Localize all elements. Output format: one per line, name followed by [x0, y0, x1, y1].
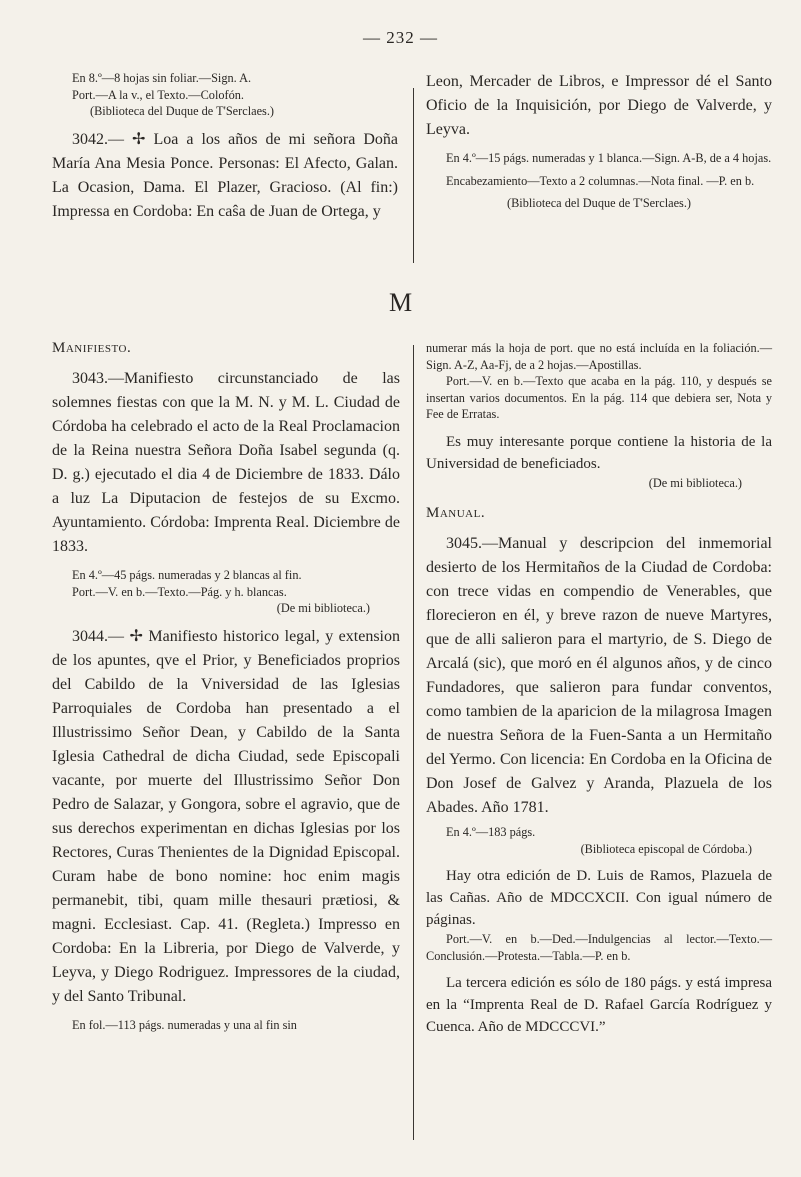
entry-3042-continued: Leon, Mercader de Libros, e Impressor dé el Santo Oficio de la Inquisición, por Diego de Valverde, y Leyva. [426, 73, 772, 138]
note-line: Port.—A la v., el Texto.—Colofón. [72, 87, 244, 102]
note-line: Encabezamiento—Texto a 2 columnas.—Nota final. —P. en b. [446, 173, 755, 188]
column-divider-top [413, 88, 414, 263]
note-line: En 4.º—45 págs. numeradas y 2 blancas al fin. [72, 568, 302, 582]
section-heading-manifiesto: Manifiesto. [52, 340, 132, 356]
source-note: (Biblioteca del Duque de T'Serclaes.) [507, 196, 691, 210]
source-note: (De mi biblioteca.) [648, 475, 742, 490]
entry-3045: 3045.—Manual y descripcion del inmemorial desierto de los Hermitaños de la Ciudad de Cordoba: con trece vidas en compendio de Venerables, que florecieron en él, y breve razon de nueve Martyres, que de alli salieron para el martyrio, de S. Diego de Arcalá (sic), que moró en él algunos años, y de cinco Fundadores, que salieron para fundar conventos, como tambien de la aparicion de la milagrosa Imagen de nuestra Señora de la Fuen-Santa a un Hermitaño del Yermo. Con licencia: En Cordoba en la Oficina de Don Josef de Galvez y Aranda, Plazuela de los Abades. Año 1781. [426, 535, 772, 816]
section-letter: M [388, 288, 413, 317]
source-note: (De mi biblioteca.) [276, 601, 370, 615]
top-right-column [426, 70, 772, 212]
entry-3042: 3042.— ✢ Loa a los años de mi señora Doña María Ana Mesia Ponce. Personas: El Afecto, Galan. La Ocasion, Dama. El Plazer, Gracioso. (Al fin:) Impressa en Cordoba: En caŝa de Juan de Ortega, y [52, 130, 398, 220]
note-line: En 4.º—183 págs. [446, 825, 536, 839]
note-line: En 4.º—15 págs. numeradas y 1 blanca.—Sign. A-B, de a 4 hojas. [446, 151, 772, 165]
source-note: (Biblioteca episcopal de Córdoba.) [580, 841, 752, 856]
remark: Es muy interesante porque contiene la historia de la Universidad de beneficiados. [426, 433, 772, 472]
entry-3043: 3043.—Manifiesto circunstanciado de las solemnes fiestas con que la M. N. y M. L. Ciudad de Córdoba ha celebrado el acto de la Real Proclamacion de la Reina nuestra Señora Doña Isabel segunda (q. D. g.) ejecutado el dia 4 de Diciembre de 1833. Dálo a luz La Diputacion de festejos de su Excmo. Ayuntamiento. Córdoba: Imprenta Real. Diciembre de 1833. [52, 370, 400, 555]
edition-note: La tercera edición es sólo de 180 págs. y está impresa en la “Imprenta Real de D. Rafael García Rodríguez y Cuenca. Año de MDCCCVI.” [426, 975, 772, 1035]
note-line: En fol.—113 págs. numeradas y una al fin sin [72, 1017, 297, 1032]
left-main-column [52, 340, 400, 1033]
note-line: (Biblioteca del Duque de T'Serclaes.) [90, 104, 274, 118]
edition-note: Hay otra edición de D. Luis de Ramos, Plazuela de las Cañas. Año de MDCCXCII. Con igual número de páginas. [426, 868, 772, 928]
column-divider-main [413, 345, 414, 1140]
right-main-column [426, 340, 772, 1038]
entry-3044: 3044.— ✢ Manifiesto historico legal, y extension de los apuntes, qve el Prior, y Beneficiados proprios del Cabildo de la Vniversidad de las Iglesias Parroquiales de Cordoba han presentado a el Illustrissimo Señor Dean, y Cabildo de la Santa Iglesia Cathedral de dicha Ciudad, sede Episcopali vacante, por muerte del Illustrissimo Señor Don Pedro de Salazar, y Gongora, sobre el agravio, que de sus derechos experimentan en dichas Iglesias por los Rectores, Curas Thenientes de la Dignidad Episcopal. Curam habe de bono nomine: hoc enim magis permanebit, tibi, quam mille thesauri prætiosi, & magni. Ecclesiast. Cap. 41. (Regleta.) Impresso en Cordoba: En la Libreria, por Diego de Valverde, y Leyva, y Diego Rodriguez. Impressores de la ciudad, y del Santo Tribunal. [52, 627, 400, 1005]
note-line: En 8.º—8 hojas sin foliar.—Sign. A. [72, 71, 252, 85]
section-heading-manual: Manual. [426, 505, 486, 521]
note-line: Port.—V. en b.—Texto.—Pág. y h. blancas. [72, 584, 287, 599]
page-number: — 232 — [363, 28, 438, 47]
top-left-column [52, 70, 398, 224]
note-line: Port.—V. en b.—Texto que acaba en la pág. 110, y después se insertan varios documentos. En la pág. 114 que debiera ser, Nota y Fee de Erratas. [426, 374, 772, 421]
note-line: numerar más la hoja de port. que no está incluída en la foliación.—Sign. A-Z, Aa-Fj, de a 2 hojas.—Apostillas. [426, 341, 772, 372]
note-line: Port.—V. en b.—Ded.—Indulgencias al lector.—Texto.—Conclusión.—Protesta.—Tabla.—P. en b. [426, 932, 772, 963]
